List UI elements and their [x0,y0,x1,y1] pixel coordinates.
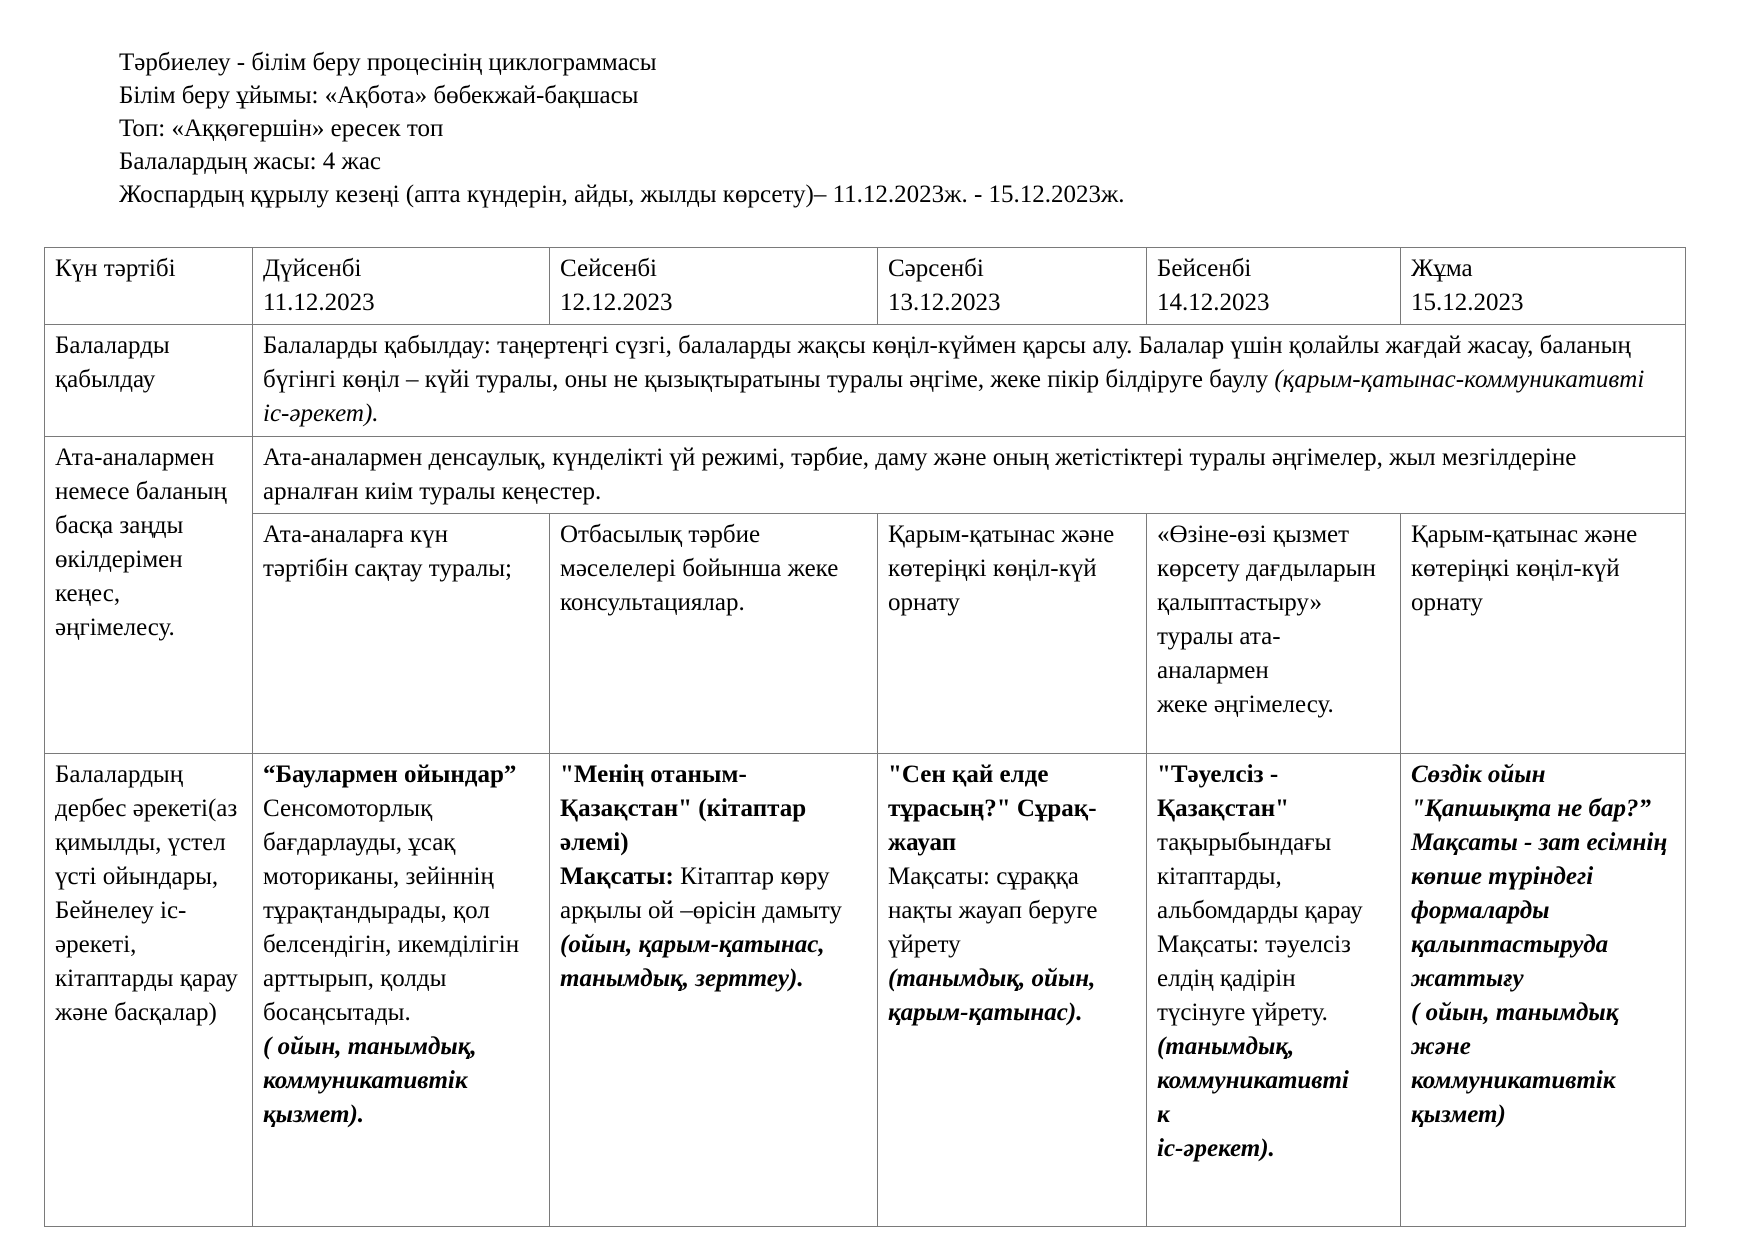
activity-monday-body: Сенсомоторлық бағдарлауды, ұсақ моториканы, зейіннің тұрақтандырады, қол белсендігін, икемділігін арттырып, қолды босаңсытады. [263,795,520,1026]
reception-label: Балаларды қабылдау [45,325,253,437]
parents-wednesday: Қарым-қатынас және көтеріңкі көңіл-күй орнату [878,514,1147,754]
activity-tuesday [550,754,878,1227]
cyclogram-table [44,247,1686,1227]
activity-wednesday-note: (танымдық, ойын, қарым-қатынас). [888,965,1096,1026]
activity-tuesday-note: (ойын, қарым-қатынас, танымдық, зерттеу). [560,931,825,992]
activity-thursday-body: тақырыбындағы кітаптарды, альбомдарды қарау Мақсаты: тәуелсіз елдің қадірін түсінуге үйрету. [1157,829,1363,1026]
document-header [119,46,1125,211]
header-period: Жоспардың құрылу кезеңі (апта күндерін, айды, жылды көрсету)– 11.12.2023ж. - 15.12.2023ж. [119,181,1125,208]
activity-wednesday [878,754,1147,1227]
activity-wednesday-goal: Мақсаты: сұраққа нақты жауап беруге үйрету [888,863,1098,958]
activity-wednesday-title: "Сен қай елде тұрасың?" Сұрақ-жауап [888,761,1097,856]
header-title: Тәрбиелеу - білім беру процесінің циклограммасы [119,49,657,76]
activity-monday [253,754,550,1227]
table-row-activity [45,754,1686,1227]
table-row-parents-days [45,514,1686,754]
activity-friday: Сөздік ойын "Қапшықта не бар?” Мақсаты - зат есімнің көпше түріндегі формаларды қалыптастыруда жаттығу ( ойын, танымдық және коммуникативтік қызмет) [1401,754,1686,1227]
activity-thursday-title: "Тәуелсіз - Қазақстан" [1157,761,1290,822]
reception-text: Балаларды қабылдау: таңертеңгі сүзгі, балаларды жақсы көңіл-күймен қарсы алу. Балалар үшін қолайлы жағдай жасау, баланың бүгінгі көңіл – күйі туралы, оны не қызықтыратыны туралы әңгіме, жеке пікір білдіруге баулу (қарым-қатынас-коммуникативті іс-әрекет). [253,325,1686,437]
header-age: Балалардың жасы: 4 жас [119,148,382,175]
reception-note: (қарым-қатынас-коммуникативті іс-әрекет). [263,366,1645,427]
header-cell-tuesday: Сейсенбі 12.12.2023 [550,248,878,325]
header-group: Топ: «Аққөгершін» ересек топ [119,115,444,142]
activity-label: Балалардың дербес әрекеті(аз қимылды, үстел үсті ойындары, Бейнелеу іс-әрекеті, кітаптарды қарау және басқалар) [45,754,253,1227]
activity-tuesday-title: "Менің отаным-Қазақстан" (кітаптар әлемі) [560,761,807,856]
parents-tuesday: Отбасылық тәрбие мәселелері бойынша жеке консультациялар. [550,514,878,754]
header-organization: Білім беру ұйымы: «Ақбота» бөбекжай-бақшасы [119,82,639,109]
parents-friday: Қарым-қатынас және көтеріңкі көңіл-күй орнату [1401,514,1686,754]
activity-monday-note: ( ойын, танымдық, коммуникативтік қызмет). [263,1033,477,1128]
header-cell-monday: Дүйсенбі 11.12.2023 [253,248,550,325]
activity-thursday [1147,754,1401,1227]
header-cell-wednesday: Сәрсенбі 13.12.2023 [878,248,1147,325]
parents-thursday: «Өзіне-өзі қызмет көрсету дағдыларын қалыптастыру» туралы ата- аналармен жеке әңгімелесу. [1147,514,1401,754]
header-cell-routine: Күн тәртібі [45,248,253,325]
table-row-parents [45,437,1686,514]
parents-general-text: Ата-аналармен денсаулық, күнделікті үй режимі, тәрбие, даму және оның жетістіктері туралы әңгімелер, жыл мезгілдеріне арналған киім туралы кеңестер. [253,437,1686,514]
header-cell-thursday: Бейсенбі 14.12.2023 [1147,248,1401,325]
table-header-row [45,248,1686,325]
activity-tuesday-goal: Мақсаты: Кітаптар көру арқылы ой –өрісін дамыту [560,863,842,924]
parents-label: Ата-аналармен немесе баланың басқа заңды өкілдерімен кеңес, әңгімелесу. [45,437,253,754]
table-row-reception [45,325,1686,437]
activity-thursday-note: (танымдық, коммуникативті к іс-әрекет). [1157,1033,1349,1162]
header-cell-friday: Жұма 15.12.2023 [1401,248,1686,325]
activity-monday-title: “Баулармен ойындар” [263,761,517,788]
parents-monday: Ата-аналарға күн тәртібін сақтау туралы; [253,514,550,754]
